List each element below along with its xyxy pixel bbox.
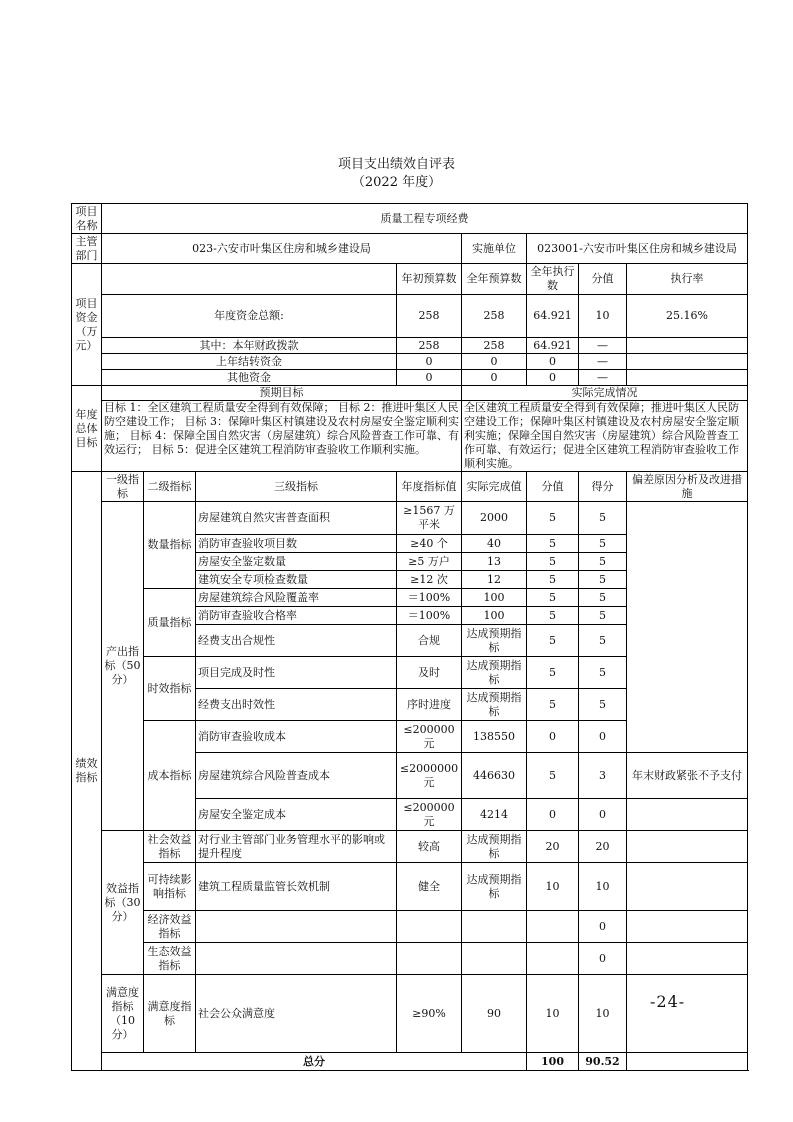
- indicator-weight: [527, 943, 579, 975]
- funds-row: [72, 295, 748, 338]
- funds-row: [72, 354, 748, 370]
- funds-row-label: 其中：本年财政拨款: [102, 338, 397, 354]
- indicator-name: 房屋建筑综合风险普查成本: [196, 753, 397, 799]
- indicator-actual: [462, 943, 527, 975]
- indicator-target: ≤200000元: [397, 799, 462, 831]
- project-name-label: 项目名称: [72, 204, 102, 234]
- satisfaction-label: 满意度指标（10分）: [102, 975, 144, 1053]
- cost-label: 成本指标: [144, 721, 196, 831]
- indicator-target: ≥1567 万平米: [397, 502, 462, 535]
- indicator-name: 房屋安全鉴定数量: [196, 553, 397, 571]
- indicator-score: 0: [579, 799, 627, 831]
- indicator-name: 房屋建筑综合风险覆盖率: [196, 589, 397, 607]
- indicator-name: 对行业主管部门业务管理水平的影响或提升程度: [196, 831, 397, 863]
- department-label: 主管部门: [72, 234, 102, 264]
- funds-row-label: 年度资金总额:: [102, 295, 397, 338]
- indicator-score: 10: [579, 975, 627, 1053]
- indicator-actual: 4214: [462, 799, 527, 831]
- funds-row-label: 上年结转资金: [102, 354, 397, 370]
- goals-row: [72, 401, 748, 472]
- perf-header: 分值: [527, 472, 579, 502]
- indicator-name: 建筑工程质量监管长效机制: [196, 863, 397, 911]
- indicator-name: 经费支出时效性: [196, 689, 397, 721]
- perf-label: 绩效指标: [72, 472, 102, 1071]
- indicator-name: 建筑安全专项检查数量: [196, 571, 397, 589]
- goals-expected: 目标 1：全区建筑工程质量安全得到有效保障； 目标 2：推进叶集区人民防空建设工作； 目标 3：保障叶集区村镇建设及农村房屋安全鉴定顺利实施； 目标 4：保障全国自然灾害（房屋建筑）综合风险普查工作可靠、有效运行； 目标 5：促进全区建筑工程消防审查验收工作顺利实施。: [102, 401, 462, 472]
- funds-cell: —: [579, 370, 627, 386]
- perf-header: 二级指标: [144, 472, 196, 502]
- econ-label: 经济效益指标: [144, 911, 196, 943]
- indicator-target: 健全: [397, 863, 462, 911]
- output-label: 产出指标（50分）: [102, 502, 144, 831]
- indicator-target: ＝100%: [397, 607, 462, 625]
- indicator-actual: 达成预期指标: [462, 625, 527, 657]
- time-label: 时效指标: [144, 657, 196, 721]
- funds-header: 分值: [579, 264, 627, 295]
- indicator-weight: 5: [527, 553, 579, 571]
- funds-header: 年初预算数: [397, 264, 462, 295]
- goals-actual: 全区建筑工程质量安全得到有效保障；推进叶集区人民防空建设工作；保障叶集区村镇建设及农村房屋安全鉴定顺利实施；保障全国自然灾害（房屋建筑）综合风险普查工作可靠、有效运行；促进全区建筑工程消防审查验收工作顺利实施。: [462, 401, 748, 472]
- indicator-score: 5: [579, 502, 627, 535]
- indicator-target: 较高: [397, 831, 462, 863]
- indicator-actual: 2000: [462, 502, 527, 535]
- indicator-name: 消防审查验收项目数: [196, 535, 397, 553]
- indicator-name: [196, 943, 397, 975]
- funds-row-label: 其他资金: [102, 370, 397, 386]
- funds-cell: 0: [397, 370, 462, 386]
- funds-cell: 64.921: [527, 338, 579, 354]
- funds-header: 全年预算数: [462, 264, 527, 295]
- page-number: -24-: [650, 992, 686, 1011]
- indicator-target: 序时进度: [397, 689, 462, 721]
- funds-header-row: [72, 264, 748, 295]
- indicator-score: 3: [579, 753, 627, 799]
- indicator-target: ≤200000元: [397, 721, 462, 753]
- funds-cell: 25.16%: [627, 295, 748, 338]
- department-row: [72, 234, 748, 264]
- table-row: [72, 831, 748, 863]
- total-weight: 100: [527, 1053, 579, 1071]
- indicator-name: 社会公众满意度: [196, 975, 397, 1053]
- page-subtitle: （2022 年度）: [351, 175, 442, 190]
- quality-label: 质量指标: [144, 589, 196, 657]
- eco-label: 生态效益指标: [144, 943, 196, 975]
- indicator-actual: 达成预期指标: [462, 831, 527, 863]
- note-cell: [627, 799, 748, 831]
- total-blank: [627, 1053, 748, 1071]
- indicator-weight: 5: [527, 753, 579, 799]
- benefit-label: 效益指标（30分）: [102, 831, 144, 975]
- indicator-name: 项目完成及时性: [196, 657, 397, 689]
- indicator-actual: 达成预期指标: [462, 689, 527, 721]
- table-row: [72, 975, 748, 1053]
- perf-header: 偏差原因分析及改进措施: [627, 472, 748, 502]
- perf-header: 三级指标: [196, 472, 397, 502]
- funds-cell: 64.921: [527, 295, 579, 338]
- project-name: 质量工程专项经费: [102, 204, 748, 234]
- funds-row: [72, 370, 748, 386]
- table-row: [72, 502, 748, 535]
- indicator-target: [397, 943, 462, 975]
- funds-cell: 0: [397, 354, 462, 370]
- indicator-weight: 10: [527, 975, 579, 1053]
- indicator-actual: 90: [462, 975, 527, 1053]
- goals-label: 年度总体目标: [72, 386, 102, 472]
- table-row: [72, 911, 748, 943]
- indicator-weight: 20: [527, 831, 579, 863]
- indicator-weight: 5: [527, 689, 579, 721]
- social-label: 社会效益指标: [144, 831, 196, 863]
- funds-cell: 258: [462, 295, 527, 338]
- total-score: 90.52: [579, 1053, 627, 1071]
- indicator-score: 20: [579, 831, 627, 863]
- indicator-weight: 5: [527, 535, 579, 553]
- indicator-weight: 5: [527, 502, 579, 535]
- deviation-note: 年末财政紧张不予支付: [627, 753, 748, 799]
- indicator-weight: 0: [527, 799, 579, 831]
- implementer: 023001-六安市叶集区住房和城乡建设局: [527, 234, 748, 264]
- indicator-weight: [527, 911, 579, 943]
- funds-cell: 0: [462, 370, 527, 386]
- indicator-score: 5: [579, 625, 627, 657]
- funds-label: 项目资金（万元）: [72, 264, 102, 386]
- indicator-target: ≤2000000元: [397, 753, 462, 799]
- indicator-weight: 5: [527, 589, 579, 607]
- funds-header-blank: [102, 264, 397, 295]
- indicator-score: 0: [579, 911, 627, 943]
- indicator-name: 消防审查验收合格率: [196, 607, 397, 625]
- project-name-row: [72, 204, 748, 234]
- funds-cell: —: [579, 338, 627, 354]
- indicator-actual: 446630: [462, 753, 527, 799]
- funds-cell: 10: [579, 295, 627, 338]
- funds-cell: 258: [397, 295, 462, 338]
- funds-cell: 0: [527, 370, 579, 386]
- indicator-actual: 12: [462, 571, 527, 589]
- indicator-score: 0: [579, 721, 627, 753]
- indicator-actual: 达成预期指标: [462, 657, 527, 689]
- indicator-target: 合规: [397, 625, 462, 657]
- funds-cell: 0: [527, 354, 579, 370]
- indicator-actual: [462, 911, 527, 943]
- indicator-target: ≥5 万户: [397, 553, 462, 571]
- note-cell: [627, 502, 748, 753]
- indicator-score: 5: [579, 607, 627, 625]
- indicator-weight: 5: [527, 625, 579, 657]
- total-label: 总分: [102, 1053, 527, 1071]
- perf-header: 得分: [579, 472, 627, 502]
- perf-header: 年度指标值: [397, 472, 462, 502]
- indicator-score: 0: [579, 943, 627, 975]
- funds-cell: —: [579, 354, 627, 370]
- indicator-name: [196, 911, 397, 943]
- indicator-actual: 100: [462, 607, 527, 625]
- indicator-name: 经费支出合规性: [196, 625, 397, 657]
- indicator-score: 10: [579, 863, 627, 911]
- note-cell: [627, 863, 748, 911]
- indicator-target: 及时: [397, 657, 462, 689]
- indicator-score: 5: [579, 657, 627, 689]
- note-cell: [627, 831, 748, 863]
- page-title: 项目支出绩效自评表: [337, 157, 455, 172]
- funds-cell: 258: [397, 338, 462, 354]
- indicator-score: 5: [579, 553, 627, 571]
- indicator-target: ≥90%: [397, 975, 462, 1053]
- funds-header: 全年执行数: [527, 264, 579, 295]
- sat-sub-label: 满意度指标: [144, 975, 196, 1053]
- indicator-actual: 13: [462, 553, 527, 571]
- perf-header-row: [72, 472, 748, 502]
- indicator-weight: 5: [527, 571, 579, 589]
- funds-cell: 0: [462, 354, 527, 370]
- funds-cell: [627, 338, 748, 354]
- note-cell: [627, 975, 748, 1053]
- note-cell: [627, 911, 748, 943]
- indicator-weight: 0: [527, 721, 579, 753]
- indicator-target: ＝100%: [397, 589, 462, 607]
- funds-row: [72, 338, 748, 354]
- implementer-label: 实施单位: [462, 234, 527, 264]
- quantity-label: 数量指标: [144, 502, 196, 589]
- indicator-actual: 100: [462, 589, 527, 607]
- indicator-actual: 40: [462, 535, 527, 553]
- perf-header: 实际完成值: [462, 472, 527, 502]
- note-cell: [627, 943, 748, 975]
- indicator-weight: 10: [527, 863, 579, 911]
- indicator-score: 5: [579, 535, 627, 553]
- perf-header: 一级指标: [102, 472, 144, 502]
- indicator-weight: 5: [527, 657, 579, 689]
- indicator-actual: 达成预期指标: [462, 863, 527, 911]
- indicator-score: 5: [579, 571, 627, 589]
- indicator-score: 5: [579, 689, 627, 721]
- department: 023-六安市叶集区住房和城乡建设局: [102, 234, 462, 264]
- goals-header-row: [72, 386, 748, 401]
- indicator-name: 房屋安全鉴定成本: [196, 799, 397, 831]
- indicator-name: 消防审查验收成本: [196, 721, 397, 753]
- indicator-target: [397, 911, 462, 943]
- table-row: [72, 863, 748, 911]
- funds-header: 执行率: [627, 264, 748, 295]
- sustain-label: 可持续影响指标: [144, 863, 196, 911]
- indicator-target: ≥12 次: [397, 571, 462, 589]
- table-row: [72, 943, 748, 975]
- indicator-weight: 5: [527, 607, 579, 625]
- goals-expected-header: 预期目标: [102, 386, 462, 401]
- evaluation-table: [71, 203, 748, 1071]
- indicator-name: 房屋建筑自然灾害普查面积: [196, 502, 397, 535]
- indicator-actual: 138550: [462, 721, 527, 753]
- funds-cell: 258: [462, 338, 527, 354]
- total-row: [72, 1053, 748, 1071]
- funds-cell: [627, 354, 748, 370]
- goals-actual-header: 实际完成情况: [462, 386, 748, 401]
- indicator-target: ≥40 个: [397, 535, 462, 553]
- indicator-score: 5: [579, 589, 627, 607]
- funds-cell: [627, 370, 748, 386]
